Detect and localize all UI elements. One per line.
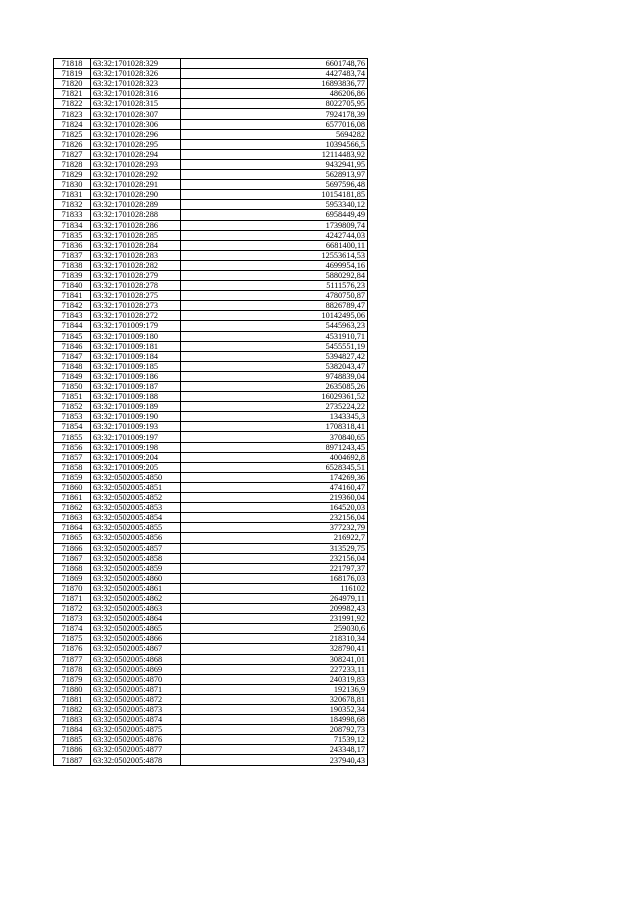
row-number-cell: 71851 [54, 392, 91, 402]
value-cell: 4780750,87 [181, 291, 368, 301]
table-row [54, 129, 368, 139]
table-row [54, 402, 368, 412]
table-row [54, 755, 368, 765]
row-number-cell: 71827 [54, 149, 91, 159]
value-cell: 237940,43 [181, 755, 368, 765]
table-row [54, 331, 368, 341]
row-number-cell: 71821 [54, 89, 91, 99]
row-number-cell: 71860 [54, 482, 91, 492]
value-cell: 5445963,23 [181, 321, 368, 331]
cadastral-number-cell: 63:32:1701009:190 [91, 412, 181, 422]
table-row [54, 59, 368, 69]
table-row [54, 705, 368, 715]
table-row [54, 543, 368, 553]
value-cell: 8826789,47 [181, 301, 368, 311]
row-number-cell: 71859 [54, 472, 91, 482]
row-number-cell: 71820 [54, 79, 91, 89]
row-number-cell: 71875 [54, 634, 91, 644]
table-row [54, 563, 368, 573]
cadastral-number-cell: 63:32:1701009:184 [91, 351, 181, 361]
table-row [54, 533, 368, 543]
value-cell: 5953340,12 [181, 200, 368, 210]
value-cell: 4242744,03 [181, 230, 368, 240]
value-cell: 264979,11 [181, 593, 368, 603]
cadastral-number-cell: 63:32:1701009:188 [91, 392, 181, 402]
value-cell: 308241,01 [181, 654, 368, 664]
cadastral-number-cell: 63:32:0502005:4872 [91, 694, 181, 704]
cadastral-number-cell: 63:32:1701028:292 [91, 170, 181, 180]
row-number-cell: 71872 [54, 604, 91, 614]
table-row [54, 321, 368, 331]
row-number-cell: 71885 [54, 735, 91, 745]
value-cell: 6601748,76 [181, 59, 368, 69]
table-row [54, 382, 368, 392]
value-cell: 6528345,51 [181, 462, 368, 472]
value-cell: 370840,65 [181, 432, 368, 442]
table-row [54, 694, 368, 704]
table-row [54, 281, 368, 291]
cadastral-number-cell: 63:32:0502005:4851 [91, 482, 181, 492]
row-number-cell: 71886 [54, 745, 91, 755]
row-number-cell: 71873 [54, 614, 91, 624]
table-row [54, 432, 368, 442]
row-number-cell: 71836 [54, 240, 91, 250]
cadastral-number-cell: 63:32:1701028:291 [91, 180, 181, 190]
table-row [54, 392, 368, 402]
cadastral-number-cell: 63:32:1701009:204 [91, 452, 181, 462]
cadastral-number-cell: 63:32:0502005:4858 [91, 553, 181, 563]
value-cell: 2735224,22 [181, 402, 368, 412]
table-row [54, 99, 368, 109]
value-cell: 227233,11 [181, 664, 368, 674]
table-row [54, 361, 368, 371]
cadastral-number-cell: 63:32:0502005:4866 [91, 634, 181, 644]
cadastral-number-cell: 63:32:0502005:4876 [91, 735, 181, 745]
cadastral-number-cell: 63:32:1701009:185 [91, 361, 181, 371]
cadastral-number-cell: 63:32:1701028:289 [91, 200, 181, 210]
value-cell: 232156,04 [181, 513, 368, 523]
cadastral-number-cell: 63:32:0502005:4878 [91, 755, 181, 765]
row-number-cell: 71841 [54, 291, 91, 301]
table-row [54, 674, 368, 684]
table-row [54, 634, 368, 644]
value-cell: 231991,92 [181, 614, 368, 624]
table-row [54, 190, 368, 200]
row-number-cell: 71828 [54, 159, 91, 169]
row-number-cell: 71825 [54, 129, 91, 139]
table-row [54, 442, 368, 452]
row-number-cell: 71854 [54, 422, 91, 432]
cadastral-number-cell: 63:32:0502005:4859 [91, 563, 181, 573]
value-cell: 190352,34 [181, 705, 368, 715]
value-cell: 377232,79 [181, 523, 368, 533]
row-number-cell: 71861 [54, 493, 91, 503]
value-cell: 259030,6 [181, 624, 368, 634]
value-cell: 7924178,39 [181, 109, 368, 119]
table-row [54, 341, 368, 351]
table-row [54, 371, 368, 381]
table-row [54, 351, 368, 361]
value-cell: 240319,83 [181, 674, 368, 684]
row-number-cell: 71847 [54, 351, 91, 361]
row-number-cell: 71864 [54, 523, 91, 533]
row-number-cell: 71829 [54, 170, 91, 180]
cadastral-number-cell: 63:32:1701009:189 [91, 402, 181, 412]
cadastral-number-cell: 63:32:0502005:4850 [91, 472, 181, 482]
table-row [54, 412, 368, 422]
cadastral-number-cell: 63:32:1701028:293 [91, 159, 181, 169]
cadastral-number-cell: 63:32:1701028:285 [91, 230, 181, 240]
table-row [54, 472, 368, 482]
row-number-cell: 71878 [54, 664, 91, 674]
cadastral-number-cell: 63:32:0502005:4861 [91, 583, 181, 593]
cadastral-number-cell: 63:32:1701028:284 [91, 240, 181, 250]
cadastral-number-cell: 63:32:0502005:4857 [91, 543, 181, 553]
row-number-cell: 71852 [54, 402, 91, 412]
cadastral-number-cell: 63:32:1701028:278 [91, 281, 181, 291]
row-number-cell: 71846 [54, 341, 91, 351]
cadastral-number-cell: 63:32:0502005:4875 [91, 725, 181, 735]
value-cell: 216922,7 [181, 533, 368, 543]
row-number-cell: 71824 [54, 119, 91, 129]
row-number-cell: 71863 [54, 513, 91, 523]
table-row [54, 170, 368, 180]
table-row [54, 311, 368, 321]
row-number-cell: 71819 [54, 69, 91, 79]
value-cell: 12114483,92 [181, 149, 368, 159]
cadastral-number-cell: 63:32:0502005:4869 [91, 664, 181, 674]
value-cell: 12553614,53 [181, 250, 368, 260]
value-cell: 1343345,3 [181, 412, 368, 422]
table-row [54, 220, 368, 230]
table-row [54, 503, 368, 513]
row-number-cell: 71855 [54, 432, 91, 442]
row-number-cell: 71870 [54, 583, 91, 593]
row-number-cell: 71823 [54, 109, 91, 119]
table-row [54, 624, 368, 634]
table-row [54, 593, 368, 603]
table-row [54, 573, 368, 583]
value-cell: 16893836,77 [181, 79, 368, 89]
value-cell: 10142495,06 [181, 311, 368, 321]
value-cell: 4531910,71 [181, 331, 368, 341]
value-cell: 10394566,5 [181, 139, 368, 149]
cadastral-number-cell: 63:32:0502005:4877 [91, 745, 181, 755]
cadastral-number-cell: 63:32:1701028:296 [91, 129, 181, 139]
table-row [54, 79, 368, 89]
cadastral-number-cell: 63:32:1701009:197 [91, 432, 181, 442]
cadastral-number-cell: 63:32:1701028:288 [91, 210, 181, 220]
cadastral-number-cell: 63:32:1701028:283 [91, 250, 181, 260]
value-cell: 2635085,26 [181, 382, 368, 392]
table-row [54, 139, 368, 149]
cadastral-number-cell: 63:32:1701028:290 [91, 190, 181, 200]
table-row [54, 735, 368, 745]
row-number-cell: 71879 [54, 674, 91, 684]
value-cell: 10154181,85 [181, 190, 368, 200]
value-cell: 116102 [181, 583, 368, 593]
value-cell: 4427483,74 [181, 69, 368, 79]
cadastral-number-cell: 63:32:1701028:329 [91, 59, 181, 69]
value-cell: 5697596,48 [181, 180, 368, 190]
value-cell: 5455551,19 [181, 341, 368, 351]
value-cell: 174269,36 [181, 472, 368, 482]
table-row [54, 109, 368, 119]
table-row [54, 513, 368, 523]
cadastral-number-cell: 63:32:0502005:4865 [91, 624, 181, 634]
value-cell: 208792,73 [181, 725, 368, 735]
row-number-cell: 71822 [54, 99, 91, 109]
row-number-cell: 71845 [54, 331, 91, 341]
table-row [54, 89, 368, 99]
cadastral-number-cell: 63:32:0502005:4855 [91, 523, 181, 533]
cadastral-number-cell: 63:32:0502005:4871 [91, 684, 181, 694]
cadastral-number-cell: 63:32:1701028:282 [91, 260, 181, 270]
row-number-cell: 71837 [54, 250, 91, 260]
table-row [54, 119, 368, 129]
row-number-cell: 71881 [54, 694, 91, 704]
table-row [54, 422, 368, 432]
table-row [54, 664, 368, 674]
cadastral-number-cell: 63:32:1701028:295 [91, 139, 181, 149]
cadastral-number-cell: 63:32:1701009:198 [91, 442, 181, 452]
table-row [54, 583, 368, 593]
value-cell: 9748839,04 [181, 371, 368, 381]
row-number-cell: 71882 [54, 705, 91, 715]
cadastral-number-cell: 63:32:0502005:4863 [91, 604, 181, 614]
table-row [54, 523, 368, 533]
cadastral-number-cell: 63:32:1701028:275 [91, 291, 181, 301]
value-cell: 486206,86 [181, 89, 368, 99]
row-number-cell: 71840 [54, 281, 91, 291]
table-row [54, 159, 368, 169]
value-cell: 71539,12 [181, 735, 368, 745]
value-cell: 1708318,41 [181, 422, 368, 432]
value-cell: 474160,47 [181, 482, 368, 492]
cadastral-number-cell: 63:32:0502005:4853 [91, 503, 181, 513]
cadastral-number-cell: 63:32:1701028:273 [91, 301, 181, 311]
cadastral-number-cell: 63:32:1701028:294 [91, 149, 181, 159]
row-number-cell: 71831 [54, 190, 91, 200]
value-cell: 9432941,95 [181, 159, 368, 169]
value-cell: 243348,17 [181, 745, 368, 755]
table-row [54, 149, 368, 159]
cadastral-number-cell: 63:32:0502005:4864 [91, 614, 181, 624]
row-number-cell: 71818 [54, 59, 91, 69]
cadastral-number-cell: 63:32:1701009:181 [91, 341, 181, 351]
table-row [54, 654, 368, 664]
cadastral-number-cell: 63:32:1701028:306 [91, 119, 181, 129]
value-cell: 232156,04 [181, 553, 368, 563]
table-row [54, 230, 368, 240]
cadastral-number-cell: 63:32:0502005:4868 [91, 654, 181, 664]
cadastral-number-cell: 63:32:0502005:4852 [91, 493, 181, 503]
row-number-cell: 71880 [54, 684, 91, 694]
cadastral-number-cell: 63:32:1701028:272 [91, 311, 181, 321]
cadastral-number-cell: 63:32:0502005:4873 [91, 705, 181, 715]
table-row [54, 462, 368, 472]
table-row [54, 180, 368, 190]
table-row [54, 250, 368, 260]
table-row [54, 604, 368, 614]
table-row [54, 270, 368, 280]
value-cell: 5382043,47 [181, 361, 368, 371]
value-cell: 6577016,08 [181, 119, 368, 129]
cadastral-number-cell: 63:32:1701009:186 [91, 371, 181, 381]
row-number-cell: 71869 [54, 573, 91, 583]
row-number-cell: 71868 [54, 563, 91, 573]
value-cell: 4699954,16 [181, 260, 368, 270]
row-number-cell: 71871 [54, 593, 91, 603]
cadastral-number-cell: 63:32:1701028:286 [91, 220, 181, 230]
table-row [54, 745, 368, 755]
cadastral-number-cell: 63:32:1701009:180 [91, 331, 181, 341]
cadastral-number-cell: 63:32:0502005:4867 [91, 644, 181, 654]
value-cell: 328790,41 [181, 644, 368, 654]
value-cell: 6958449,49 [181, 210, 368, 220]
value-cell: 221797,37 [181, 563, 368, 573]
row-number-cell: 71834 [54, 220, 91, 230]
cadastral-number-cell: 63:32:1701028:326 [91, 69, 181, 79]
row-number-cell: 71857 [54, 452, 91, 462]
value-cell: 168176,03 [181, 573, 368, 583]
cadastral-number-cell: 63:32:0502005:4860 [91, 573, 181, 583]
value-cell: 320678,81 [181, 694, 368, 704]
cadastral-number-cell: 63:32:0502005:4856 [91, 533, 181, 543]
row-number-cell: 71842 [54, 301, 91, 311]
table-row [54, 200, 368, 210]
row-number-cell: 71874 [54, 624, 91, 634]
value-cell: 1739809,74 [181, 220, 368, 230]
value-cell: 184998,68 [181, 715, 368, 725]
row-number-cell: 71850 [54, 382, 91, 392]
row-number-cell: 71826 [54, 139, 91, 149]
cadastral-number-cell: 63:32:0502005:4870 [91, 674, 181, 684]
row-number-cell: 71877 [54, 654, 91, 664]
value-cell: 219360,04 [181, 493, 368, 503]
row-number-cell: 71849 [54, 371, 91, 381]
cadastral-number-cell: 63:32:1701028:316 [91, 89, 181, 99]
row-number-cell: 71839 [54, 270, 91, 280]
table-row [54, 69, 368, 79]
cadastral-number-cell: 63:32:1701009:187 [91, 382, 181, 392]
value-cell: 209982,43 [181, 604, 368, 614]
row-number-cell: 71865 [54, 533, 91, 543]
value-cell: 5111576,23 [181, 281, 368, 291]
row-number-cell: 71843 [54, 311, 91, 321]
row-number-cell: 71883 [54, 715, 91, 725]
row-number-cell: 71835 [54, 230, 91, 240]
cadastral-number-cell: 63:32:1701028:323 [91, 79, 181, 89]
table-row [54, 493, 368, 503]
table-row [54, 614, 368, 624]
value-cell: 8022705,95 [181, 99, 368, 109]
row-number-cell: 71867 [54, 553, 91, 563]
cadastral-number-cell: 63:32:1701009:193 [91, 422, 181, 432]
row-number-cell: 71838 [54, 260, 91, 270]
row-number-cell: 71832 [54, 200, 91, 210]
value-cell: 313529,75 [181, 543, 368, 553]
cadastral-number-cell: 63:32:1701009:205 [91, 462, 181, 472]
row-number-cell: 71848 [54, 361, 91, 371]
cadastral-number-cell: 63:32:0502005:4874 [91, 715, 181, 725]
table-row [54, 482, 368, 492]
cadastral-number-cell: 63:32:1701028:279 [91, 270, 181, 280]
table-row [54, 240, 368, 250]
row-number-cell: 71830 [54, 180, 91, 190]
table-row [54, 260, 368, 270]
table-row [54, 684, 368, 694]
table-row [54, 301, 368, 311]
row-number-cell: 71862 [54, 503, 91, 513]
cadastral-value-table [53, 58, 368, 766]
row-number-cell: 71844 [54, 321, 91, 331]
row-number-cell: 71866 [54, 543, 91, 553]
value-cell: 218310,34 [181, 634, 368, 644]
table-row [54, 715, 368, 725]
table-row [54, 725, 368, 735]
value-cell: 5694282 [181, 129, 368, 139]
table-row [54, 452, 368, 462]
table-row [54, 553, 368, 563]
table-row [54, 291, 368, 301]
value-cell: 4004692,8 [181, 452, 368, 462]
row-number-cell: 71884 [54, 725, 91, 735]
table-body [54, 59, 368, 766]
value-cell: 192136,9 [181, 684, 368, 694]
cadastral-number-cell: 63:32:0502005:4854 [91, 513, 181, 523]
row-number-cell: 71853 [54, 412, 91, 422]
value-cell: 5628913,97 [181, 170, 368, 180]
row-number-cell: 71876 [54, 644, 91, 654]
value-cell: 8971243,45 [181, 442, 368, 452]
value-cell: 16029361,52 [181, 392, 368, 402]
cadastral-number-cell: 63:32:1701028:315 [91, 99, 181, 109]
value-cell: 5880292,84 [181, 270, 368, 280]
value-cell: 6681400,11 [181, 240, 368, 250]
value-cell: 164520,03 [181, 503, 368, 513]
table-row [54, 210, 368, 220]
cadastral-number-cell: 63:32:1701009:179 [91, 321, 181, 331]
row-number-cell: 71887 [54, 755, 91, 765]
cadastral-number-cell: 63:32:0502005:4862 [91, 593, 181, 603]
row-number-cell: 71833 [54, 210, 91, 220]
cadastral-number-cell: 63:32:1701028:307 [91, 109, 181, 119]
row-number-cell: 71858 [54, 462, 91, 472]
table-row [54, 644, 368, 654]
value-cell: 5394827,42 [181, 351, 368, 361]
row-number-cell: 71856 [54, 442, 91, 452]
